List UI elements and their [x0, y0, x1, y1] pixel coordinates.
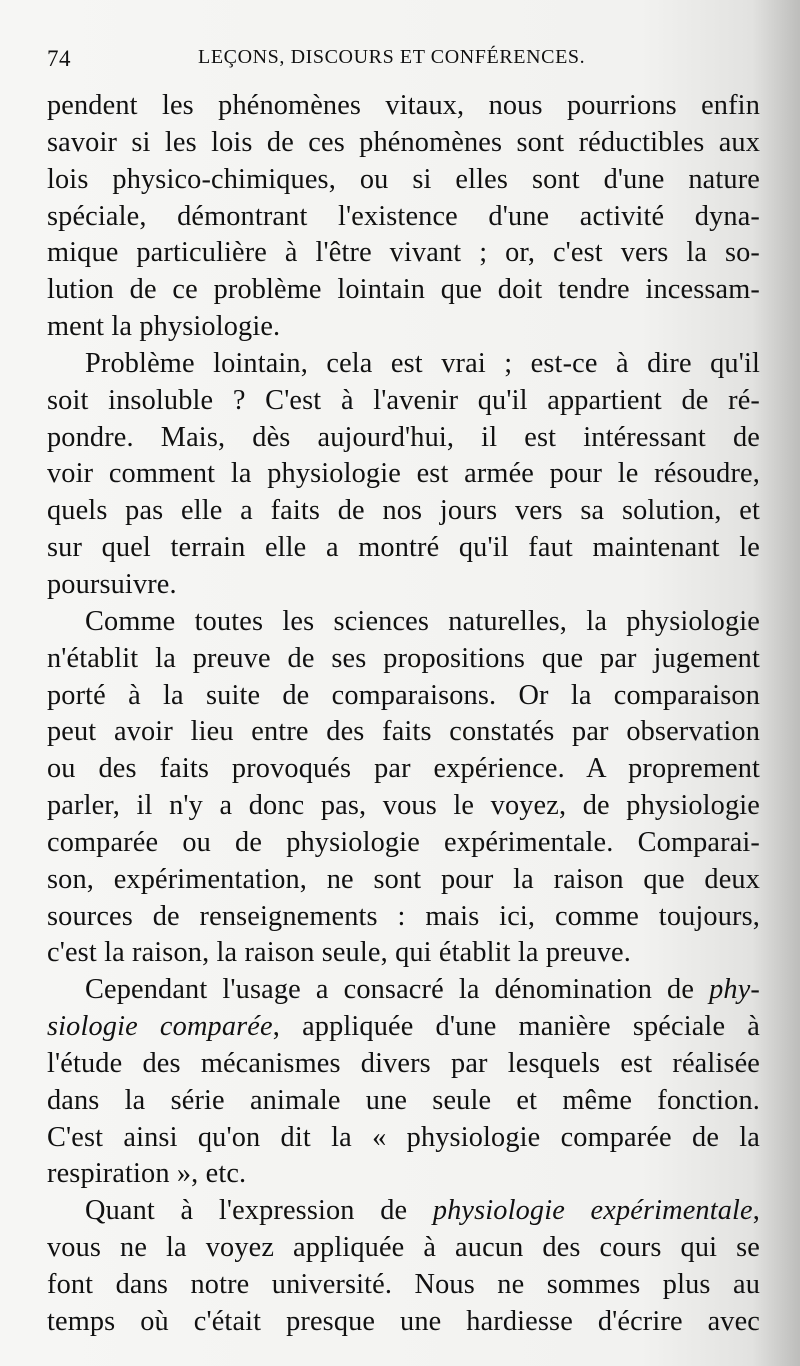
italic-term: siologie comparée	[47, 1011, 273, 1043]
text-line: comparée ou de physiologie expérimentale. Comparai-	[47, 826, 760, 858]
text-run: , appliquée d'une manière spéciale à	[272, 1011, 760, 1043]
text-line: C'est ainsi qu'on dit la « physiologie comparée de la	[47, 1121, 760, 1153]
text-line: dans la série animale une seule et même fonction.	[47, 1084, 760, 1116]
text-line: vous ne la voyez appliquée à aucun des cours qui se	[47, 1232, 760, 1264]
text-line: porté à la suite de comparaisons. Or la comparaison	[47, 679, 760, 711]
text-line: sur quel terrain elle a montré qu'il faut maintenant le	[47, 532, 760, 564]
running-head	[47, 38, 760, 78]
text-line: ou des faits provoqués par expérience. A proprement	[47, 753, 760, 785]
text-line: quels pas elle a faits de nos jours vers sa solution, et	[47, 495, 760, 527]
text-run: Quant à l'expression de	[85, 1195, 433, 1227]
text-line: temps où c'était presque une hardiesse d'écrire avec	[47, 1305, 760, 1337]
text-line: poursuivre.	[47, 568, 177, 600]
text-line: l'étude des mécanismes divers par lesquels est réalisée	[47, 1047, 760, 1079]
text-line: pondre. Mais, dès aujourd'hui, il est intéressant de	[47, 421, 760, 453]
text-line: lution de ce problème lointain que doit tendre incessam-	[47, 274, 760, 306]
text-line: peut avoir lieu entre des faits constatés par observation	[47, 716, 760, 748]
page-number: 74	[47, 46, 71, 71]
paragraph-4	[47, 972, 760, 1193]
text-line: parler, il n'y a donc pas, vous le voyez, de physiologie	[47, 790, 760, 822]
italic-term: physiologie expérimentale	[432, 1195, 753, 1227]
text-line: soit insoluble ? C'est à l'avenir qu'il appartient de ré-	[47, 384, 760, 416]
text-line: sources de renseignements : mais ici, comme toujours,	[47, 900, 760, 932]
running-head-title: LEÇONS, DISCOURS ET CONFÉRENCES.	[198, 46, 586, 68]
text-line: n'établit la preuve de ses propositions que par jugement	[47, 642, 760, 674]
text-line: mique particulière à l'être vivant ; or, c'est vers la so-	[47, 237, 760, 269]
text-line: Problème lointain, cela est vrai ; est-ce à dire qu'il	[85, 347, 760, 379]
text-line: respiration », etc.	[47, 1158, 247, 1190]
text-line: lois physico-chimiques, ou si elles sont d'une nature	[47, 163, 760, 195]
text-line: son, expérimentation, ne sont pour la raison que deux	[47, 863, 760, 895]
text-line: savoir si les lois de ces phénomènes sont réductibles aux	[47, 126, 760, 158]
text-line: ment la physiologie.	[47, 311, 281, 343]
text-line: font dans notre université. Nous ne sommes plus au	[47, 1269, 760, 1300]
text-line	[47, 972, 760, 1009]
paragraph-2	[47, 346, 760, 604]
text-line: pendent les phénomènes vitaux, nous pourrions enfin	[47, 90, 760, 121]
text-line	[47, 1193, 760, 1230]
text-line: c'est la raison, la raison seule, qui établit la preuve.	[47, 937, 631, 969]
paragraph-5	[47, 1193, 760, 1340]
text-run: Cependant l'usage a consacré la dénomination de	[85, 974, 710, 1006]
text-line: voir comment la physiologie est armée pour le résoudre,	[47, 458, 760, 490]
text-run: ,	[752, 1195, 760, 1227]
text-line: spéciale, démontrant l'existence d'une activité dyna-	[47, 200, 760, 232]
italic-term: phy-	[709, 974, 760, 1006]
paragraph-1	[47, 88, 760, 346]
text-line: Comme toutes les sciences naturelles, la physiologie	[85, 605, 760, 637]
body-text	[47, 88, 760, 1341]
paragraph-3	[47, 604, 760, 972]
text-line	[47, 1009, 760, 1046]
